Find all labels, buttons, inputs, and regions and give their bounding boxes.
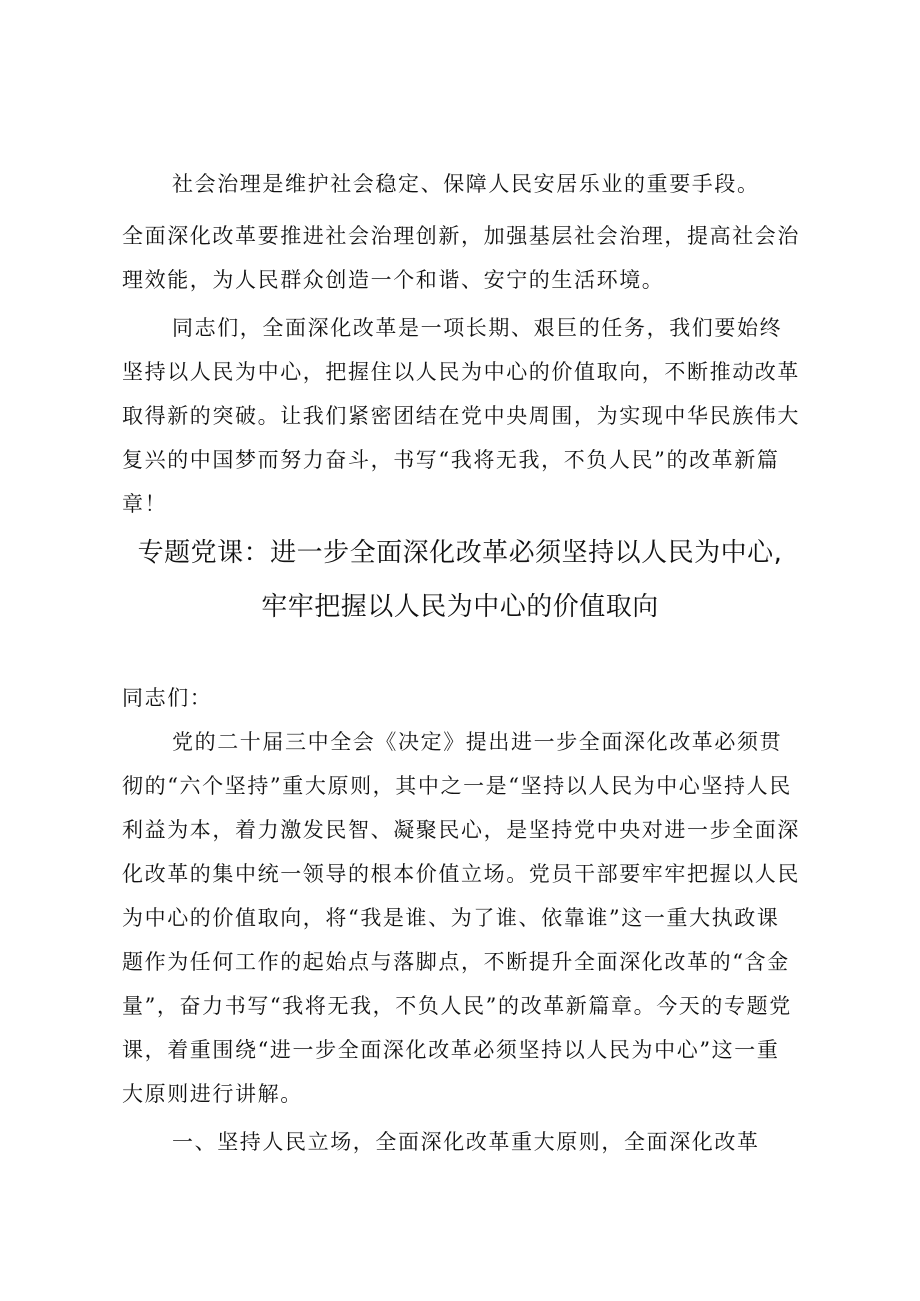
lecture-title-line-1: 专题党课：进一步全面深化改革必须坚持以人民为中心, xyxy=(137,538,783,568)
salutation: 同志们： xyxy=(122,686,213,710)
paragraph-intro: 党的二十届三中全会《决定》提出进一步全面深化改革必须贯彻的“六个坚持”重大原则，其中之一是“坚持以人民为中心坚持人民利益为本，着力激发民智、凝聚民心，是坚持党中央对进一步全面深化改革的集中统一领导的根本价值立场。党员干部要牢牢把握以人民为中心的价值取向，将“我是谁、为了谁、依靠谁”这一重大执政课题作为任何工作的起始点与落脚点，不断提升全面深化改革的“含金量”，奋力书写“我将无我，不负人民”的改革新篇章。今天的专题党课，着重围绕“进一步全面深化改革必须坚持以人民为中心”这一重大原则进行讲解。 xyxy=(122,730,800,1106)
paragraph-closing-remarks: 同志们，全面深化改革是一项长期、艰巨的任务，我们要始终坚持以人民为中心，把握住以人民为中心的价值取向，不断推动改革取得新的突破。让我们紧密团结在党中央周围，为实现中华民族伟大复兴的中国梦而努力奋斗，书写“我将无我，不负人民”的改革新篇章！ xyxy=(122,316,800,516)
lecture-title-line-2: 牢牢把握以人民为中心的价值取向 xyxy=(261,592,659,622)
paragraph-social-governance: 社会治理是维护社会稳定、保障人民安居乐业的重要手段。 xyxy=(172,172,760,196)
section-heading-one: 一、坚持人民立场，全面深化改革重大原则，全面深化改革 xyxy=(172,1130,760,1154)
paragraph-governance-innovation: 全面深化改革要推进社会治理创新，加强基层社会治理，提高社会治理效能，为人民群众创造一个和谐、安宁的生活环境。 xyxy=(122,224,800,292)
